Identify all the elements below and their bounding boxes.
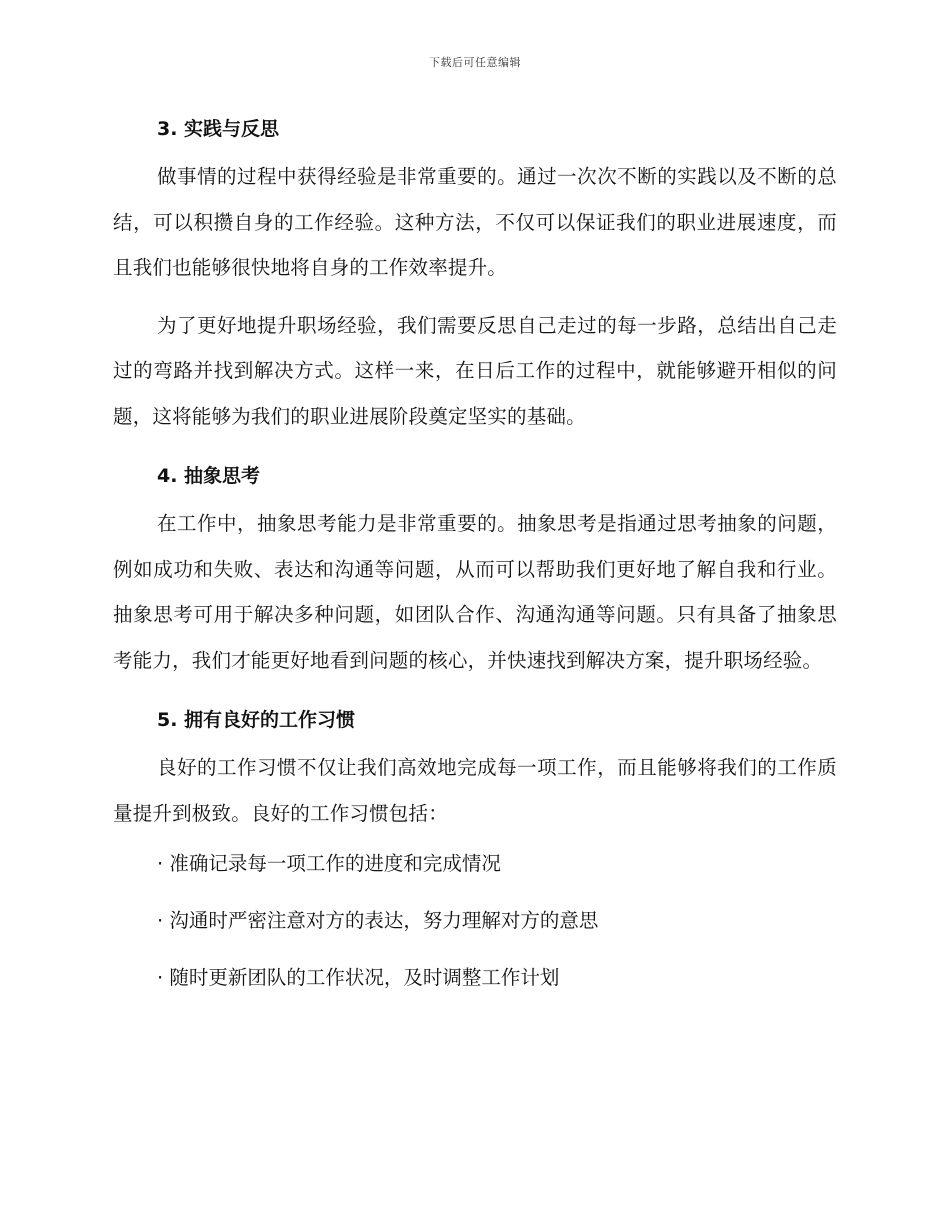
paragraph: 在工作中，抽象思考能力是非常重要的。抽象思考是指通过思考抽象的问题，例如成功和失败、表达和沟通等问题，从而可以帮助我们更好地了解自我和行业。抽象思考可用于解决多种问题，如团队合作、沟通沟通等问题。只有具备了抽象思考能力，我们才能更好地看到问题的核心，并快速找到解决方案，提升职场经验。: [113, 512, 837, 672]
document-body: [113, 113, 837, 994]
paragraph: 为了更好地提升职场经验，我们需要反思自己走过的每一步路，总结出自己走过的弯路并找到解决方式。这样一来，在日后工作的过程中，就能够避开相似的问题，这将能够为我们的职业进展阶段奠定坚实的基础。: [113, 313, 837, 428]
paragraph: 做事情的过程中获得经验是非常重要的。通过一次次不断的实践以及不断的总结，可以积攒自身的工作经验。这种方法，不仅可以保证我们的职业进展速度，而且我们也能够很快地将自身的工作效率提升。: [113, 165, 837, 279]
section-heading: 3. 实践与反思: [157, 118, 280, 140]
section-3: [113, 113, 837, 439]
section-4: [113, 460, 837, 683]
list-item: · 沟通时严密注意对方的表达，努力理解对方的意思: [157, 909, 599, 932]
section-heading: 5. 拥有良好的工作习惯: [157, 709, 356, 731]
paragraph: 良好的工作习惯不仅让我们高效地完成每一项工作，而且能够将我们的工作质量提升到极致。良好的工作习惯包括：: [113, 756, 837, 825]
list-item: · 准确记录每一项工作的进度和完成情况: [157, 852, 501, 875]
section-5: [113, 704, 837, 994]
bullet-list: [113, 848, 837, 994]
page-header: 下载后可任意编辑: [429, 56, 521, 69]
list-item: · 随时更新团队的工作状况，及时调整工作计划: [157, 966, 560, 989]
section-heading: 4. 抽象思考: [157, 465, 261, 487]
